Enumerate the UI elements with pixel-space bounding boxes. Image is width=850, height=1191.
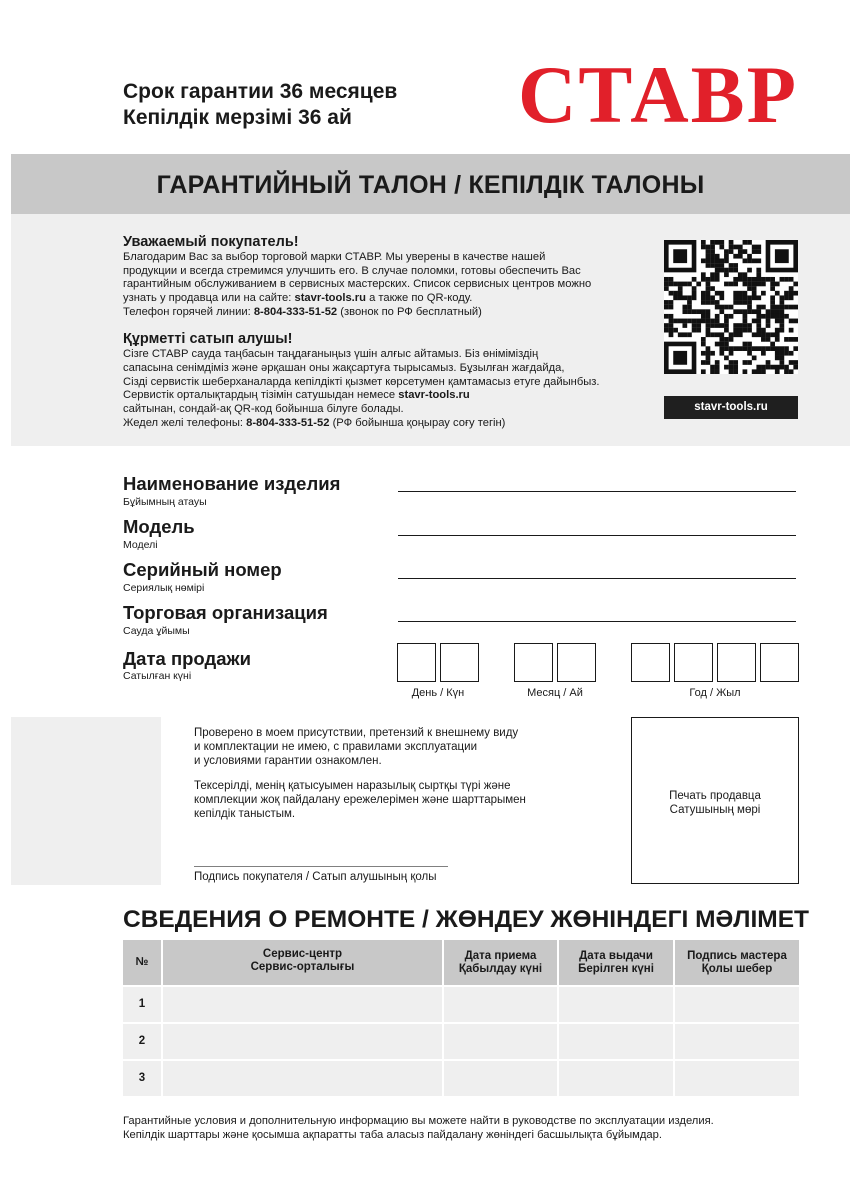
ru-hotline-note: (звонок по РФ бесплатный) [340, 306, 482, 318]
ru-site-link[interactable]: stavr-tools.ru [294, 292, 366, 304]
month-digit-box[interactable] [557, 643, 596, 682]
service-center-cell[interactable] [163, 1061, 442, 1096]
sale-date-label: Дата продажи [123, 648, 252, 669]
ru-hotline-line [123, 306, 482, 318]
product-name-label: Наименование изделия [123, 473, 341, 494]
kz-hotline-label: Жедел желi телефоны: [123, 417, 243, 429]
ru-text-line: продукции и всегда стремимся улучшить его. В случае поломки, готовы обеспечить Вас [123, 265, 581, 277]
day-digit-box[interactable] [397, 643, 436, 682]
master-signature-cell[interactable] [675, 1061, 799, 1096]
issued-date-cell[interactable] [559, 1024, 673, 1059]
trade-organization-sublabel: Сауда ұйымы [123, 625, 190, 637]
customer-info-section [11, 214, 850, 446]
kz-site-prefix: Сервистiк орталықтардың тiзiмiн сатушыдан немесе [123, 389, 396, 401]
ru-greeting-heading: Уважаемый покупатель! [123, 234, 299, 250]
row-number: 2 [123, 1024, 161, 1059]
footer-note-ru: Гарантийные условия и дополнительную информацию вы можете найти в руководстве по эксплуатации изделия. [123, 1115, 714, 1127]
master-signature-cell[interactable] [675, 1024, 799, 1059]
model-field[interactable] [398, 535, 796, 536]
repair-section-title: СВЕДЕНИЯ О РЕМОНТЕ / ЖӨНДЕУ ЖӨНІНДЕГІ МӘЛІМЕТ [123, 906, 810, 933]
year-digit-box[interactable] [760, 643, 799, 682]
service-center-cell[interactable] [163, 987, 442, 1022]
column-header-text: Қолы шебер [701, 963, 773, 975]
grey-placeholder-block [11, 717, 161, 885]
column-header-text: Сервис-орталығы [250, 961, 355, 973]
warranty-period-ru: Срок гарантии 36 месяцев [123, 80, 398, 103]
month-digit-box[interactable] [514, 643, 553, 682]
received-date-cell[interactable] [444, 987, 557, 1022]
column-header-number [123, 940, 161, 985]
ru-site-prefix: узнать у продавца или на сайте: [123, 292, 292, 304]
page-title: ГАРАНТИЙНЫЙ ТАЛОН / КЕПІЛДІК ТАЛОНЫ [156, 171, 705, 199]
seller-stamp-box[interactable] [631, 717, 799, 884]
sale-date-sublabel: Сатылған күні [123, 670, 192, 682]
column-header-text: № [135, 956, 149, 968]
column-header-text: Подпись мастера [687, 950, 787, 962]
column-header-received-date [444, 940, 557, 985]
ru-text-line [123, 292, 472, 304]
serial-number-label: Серийный номер [123, 559, 282, 580]
ru-hotline-phone: 8-804-333-51-52 [253, 306, 338, 318]
master-signature-cell[interactable] [675, 987, 799, 1022]
kz-hotline-phone: 8-804-333-51-52 [246, 417, 330, 429]
stavr-logo [516, 52, 800, 132]
kz-hotline-note: (РФ бойынша қоңырау соғу тегiн) [332, 417, 506, 429]
received-date-cell[interactable] [444, 1024, 557, 1059]
year-caption: Год / Жыл [689, 687, 741, 699]
confirmation-ru-line: Проверено в моем присутствии, претензий к внешнему виду [194, 727, 519, 739]
buyer-signature-caption: Подпись покупателя / Сатып алушының қолы [194, 871, 437, 883]
column-header-text: Сервис-центр [262, 948, 343, 960]
confirmation-kz-line: комплекции жоқ пайдалану ережелерімен және шарттарымен [194, 794, 526, 806]
row-number: 1 [123, 987, 161, 1022]
day-caption: День / Күн [411, 687, 465, 699]
month-caption: Месяц / Ай [527, 687, 583, 699]
warranty-period-kz: Кепілдік мерзімі 36 ай [123, 106, 352, 129]
service-center-cell[interactable] [163, 1024, 442, 1059]
ru-text-line: Благодарим Вас за выбор торговой марки СТАВР. Мы уверены в качестве нашей [123, 251, 546, 263]
column-header-service-center [163, 940, 442, 985]
year-digit-box[interactable] [674, 643, 713, 682]
confirmation-kz-line: кепілдік таныстым. [194, 808, 296, 820]
brand-text: СТАВР [518, 52, 798, 132]
model-label: Модель [123, 516, 195, 537]
day-digit-box[interactable] [440, 643, 479, 682]
column-header-text: Дата приема [464, 950, 537, 962]
kz-site-link[interactable]: stavr-tools.ru [398, 389, 470, 401]
product-name-field[interactable] [398, 491, 796, 492]
seller-stamp-label [632, 789, 798, 817]
year-digit-box[interactable] [631, 643, 670, 682]
kz-text-line: сайтынан, сондай-ақ QR-код бойынша бiлуге болады. [123, 403, 404, 415]
kz-text-line: Сiздi сервистiк шеберханаларда кепiлдiктi қызмет көрсетумен қамтамасыз етуге дайынбыз. [123, 376, 600, 388]
site-link-button[interactable]: stavr-tools.ru [664, 396, 798, 419]
kz-text-line [123, 389, 470, 401]
buyer-signature-field[interactable] [194, 866, 448, 867]
issued-date-cell[interactable] [559, 987, 673, 1022]
issued-date-cell[interactable] [559, 1061, 673, 1096]
stamp-label-kz: Сатушының мөрі [669, 804, 761, 816]
column-header-text: Берілген күні [578, 963, 654, 975]
ru-hotline-label: Телефон горячей линии: [123, 306, 251, 318]
column-header-issued-date [559, 940, 673, 985]
serial-number-sublabel: Сериялық нөмірі [123, 582, 205, 594]
confirmation-ru-line: и условиями гарантии ознакомлен. [194, 755, 382, 767]
trade-organization-label: Торговая организация [123, 602, 328, 623]
ru-text-line: гарантийным обслуживанием в сервисных мастерских. Список сервисных центров можно [123, 278, 592, 290]
product-name-sublabel: Бұйымның атауы [123, 496, 207, 508]
kz-text-line: сапасына сенiмдiмiз және әрқашан оны жақсартуға тырысамыз. Бұзылған жағдайда, [123, 362, 565, 374]
row-number: 3 [123, 1061, 161, 1096]
confirmation-ru-line: и комплектации не имею, с правилами эксплуатации [194, 741, 477, 753]
serial-number-field[interactable] [398, 578, 796, 579]
year-digit-box[interactable] [717, 643, 756, 682]
column-header-text: Қабылдау күні [458, 963, 543, 975]
qr-code-icon[interactable] [664, 240, 798, 374]
footer-note-kz: Кепілдік шарттары және қосымша ақпаратты таба аласыз пайдалану жөніндегі басшылықта бұйымдар. [123, 1129, 662, 1141]
column-header-text: Дата выдачи [579, 950, 653, 962]
kz-hotline-line [123, 417, 505, 429]
confirmation-kz-line: Тексерілді, менің қатысуымен наразылық сыртқы түрі және [194, 780, 511, 792]
ru-site-suffix: а также по QR-коду. [369, 292, 473, 304]
kz-greeting-heading: Құрметті сатып алушы! [123, 331, 293, 347]
column-header-master-signature [675, 940, 799, 985]
trade-organization-field[interactable] [398, 621, 796, 622]
stamp-label-ru: Печать продавца [669, 790, 761, 802]
model-sublabel: Моделі [123, 539, 158, 551]
kz-text-line: Сізге СТАВР сауда таңбасын таңдағаныңыз үшін алғыс айтамыз. Біз өнiмiмiздiң [123, 348, 539, 360]
title-band [11, 154, 850, 214]
received-date-cell[interactable] [444, 1061, 557, 1096]
